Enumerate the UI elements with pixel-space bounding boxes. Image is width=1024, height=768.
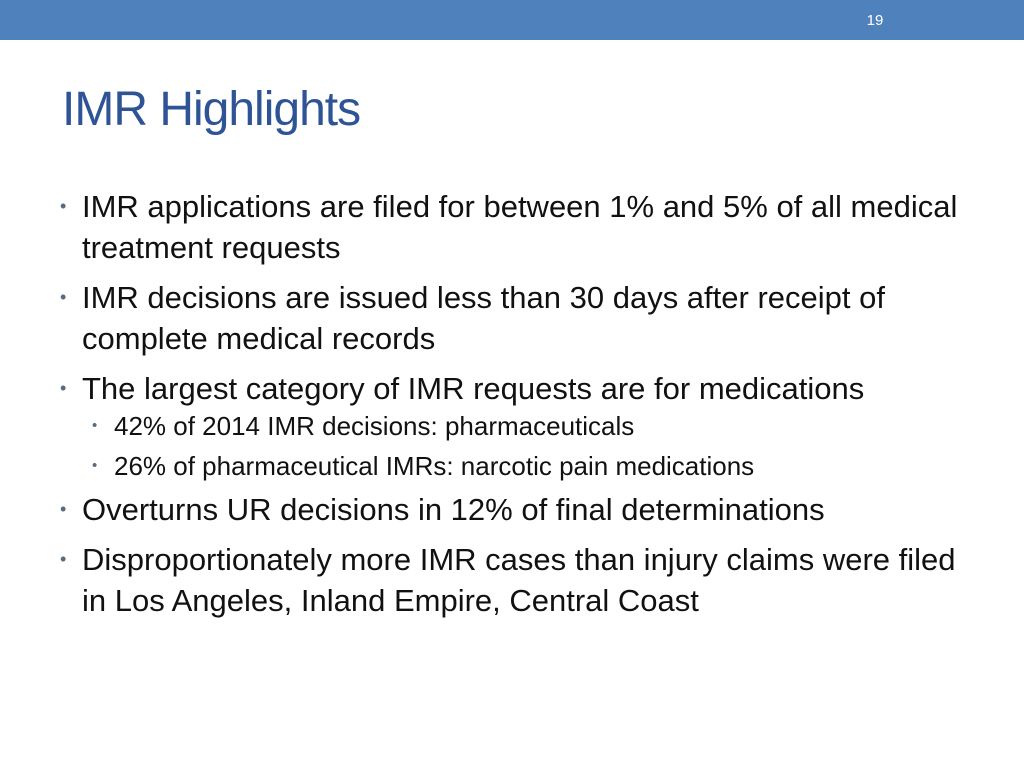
bullet-dot-icon: • [60, 196, 67, 216]
bullet-text: IMR decisions are issued less than 30 days after receipt of complete medical records [82, 280, 885, 356]
sub-bullet-text: 42% of 2014 IMR decisions: pharmaceuticals [114, 411, 635, 441]
sub-bullet-item [82, 451, 978, 481]
bullet-text: Disproportionately more IMR cases than injury claims were filed in Los Angeles, Inland Empire, Central Coast [82, 542, 956, 618]
slide-title: IMR Highlights [62, 83, 361, 136]
bullet-item [58, 539, 978, 621]
bullet-text: The largest category of IMR requests are for medications [82, 371, 865, 406]
bullet-item [58, 277, 978, 359]
bullet-item [58, 368, 978, 481]
bullet-dot-icon: • [60, 287, 67, 307]
sub-bullet-item [82, 411, 978, 441]
header-bar [0, 0, 1024, 40]
bullet-dot-icon: • [60, 499, 67, 519]
bullet-text: Overturns UR decisions in 12% of final determinations [82, 492, 825, 527]
sub-bullet-text: 26% of pharmaceutical IMRs: narcotic pain medications [114, 451, 755, 481]
bullet-dot-icon: • [60, 549, 67, 569]
bullet-dot-icon: • [60, 378, 67, 398]
bullet-item [58, 489, 978, 530]
bullet-text: IMR applications are filed for between 1% and 5% of all medical treatment requests [82, 189, 958, 265]
bullet-item [58, 186, 978, 268]
bullet-list [58, 186, 978, 630]
sub-bullet-list [82, 411, 978, 481]
bullet-dot-icon: • [92, 457, 98, 474]
slide-number: 19 [866, 12, 884, 29]
bullet-dot-icon: • [92, 417, 98, 434]
